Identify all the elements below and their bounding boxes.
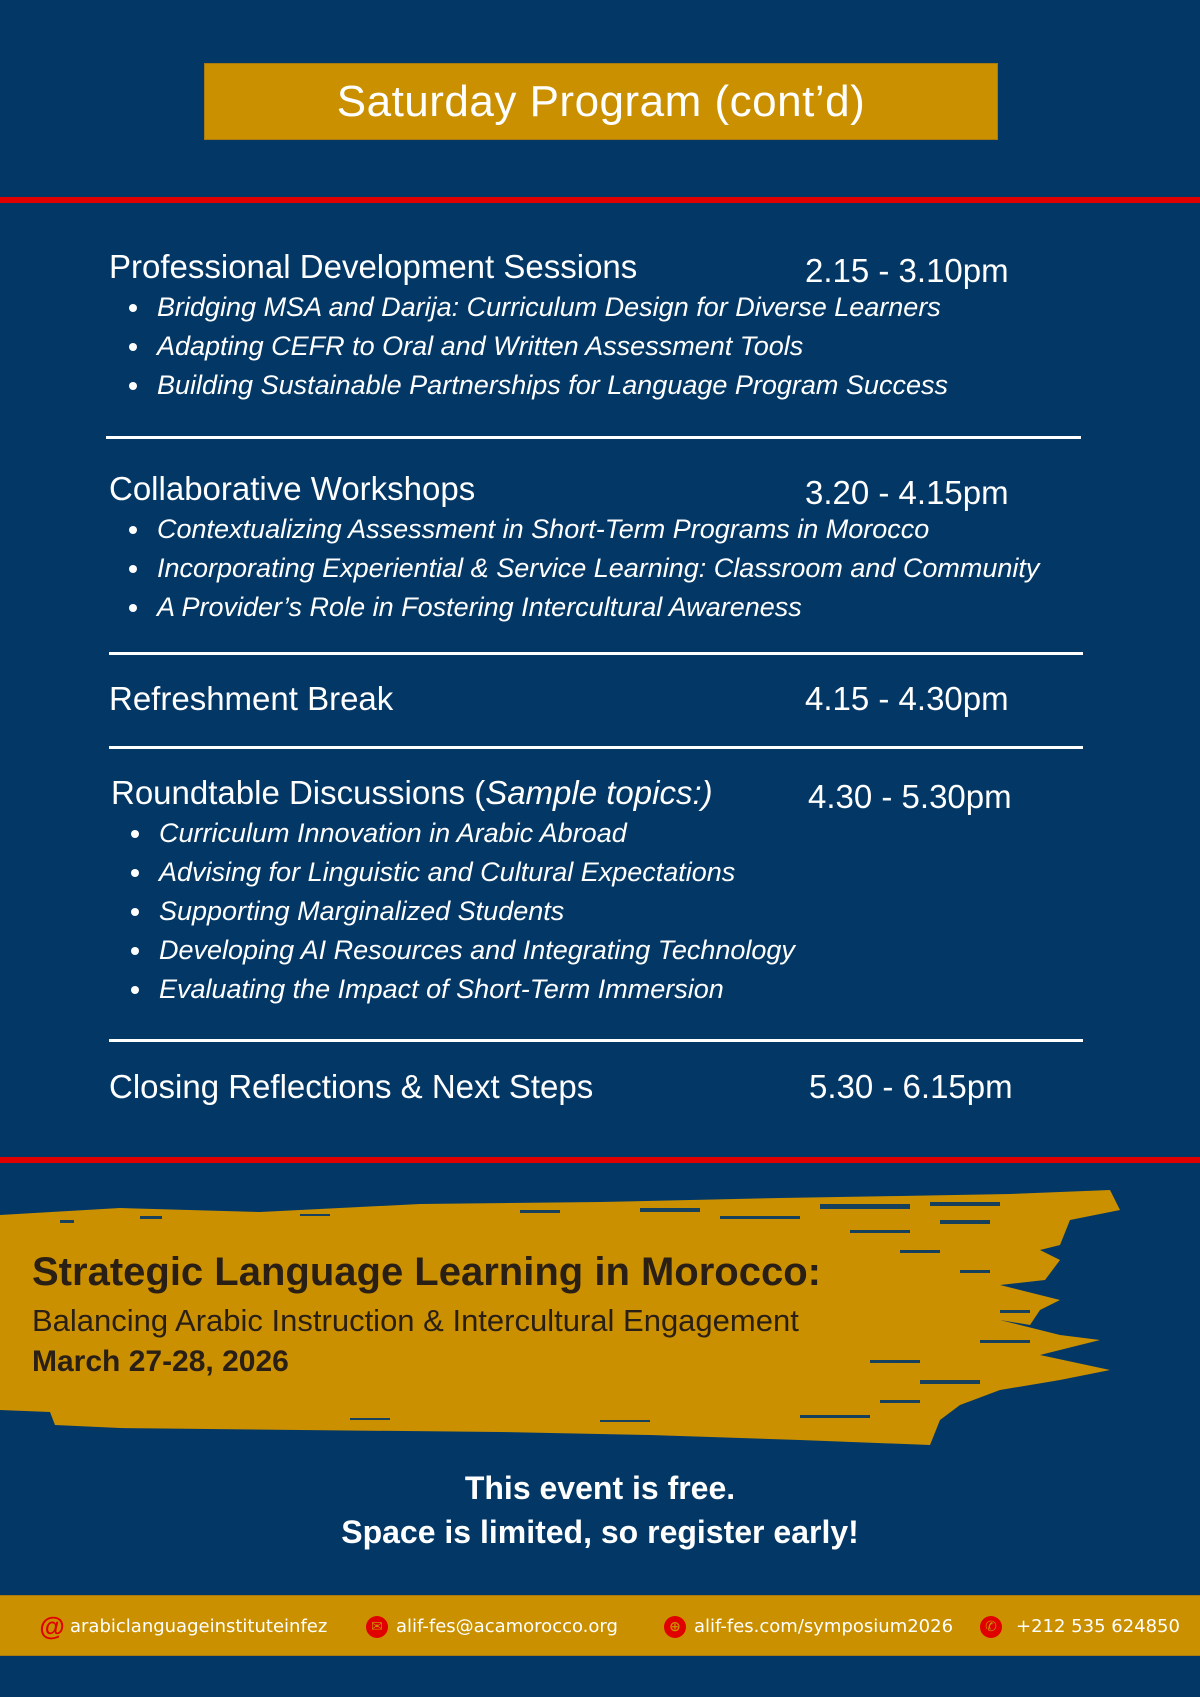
session-time: 4.30 - 5.30pm (808, 778, 1012, 815)
event-date: March 27-28, 2026 (32, 1345, 289, 1378)
section-divider (109, 1039, 1083, 1042)
title-banner (204, 63, 998, 140)
red-divider-bottom (0, 1157, 1200, 1163)
session-name: Closing Reflections & Next Steps (109, 1068, 594, 1105)
session-time: 3.20 - 4.15pm (805, 474, 1009, 511)
session-name: Refreshment Break (109, 680, 394, 717)
topic-item: Incorporating Experiential & Service Learning: Classroom and Community (109, 549, 1109, 588)
email-icon: ✉ (366, 1616, 388, 1638)
session-time: 2.15 - 3.10pm (805, 252, 1009, 289)
topic-item: Developing AI Resources and Integrating Technology (111, 931, 1111, 970)
session-name-main: Roundtable Discussions ( (111, 774, 486, 811)
cta-register: Space is limited, so register early! (341, 1514, 859, 1550)
topic-item: Adapting CEFR to Oral and Written Assessment Tools (109, 327, 1109, 366)
red-divider-top (0, 197, 1200, 203)
session-topics (109, 288, 1109, 405)
topic-item: Curriculum Innovation in Arabic Abroad (111, 814, 1111, 853)
call-to-action (0, 1466, 1200, 1554)
session-topics (109, 510, 1109, 627)
session-roundtable-discussions (111, 774, 1111, 1009)
social-handle[interactable]: arabiclanguageinstituteinfez (70, 1616, 328, 1637)
session-name: Collaborative Workshops (109, 470, 476, 507)
session-name: Professional Development Sessions (109, 248, 638, 285)
session-time: 5.30 - 6.15pm (809, 1068, 1013, 1105)
event-info (32, 1250, 821, 1379)
topic-item: Supporting Marginalized Students (111, 892, 1111, 931)
section-divider (109, 652, 1083, 655)
event-title: Strategic Language Learning in Morocco: (32, 1250, 821, 1294)
session-closing-reflections (109, 1068, 1109, 1108)
phone-number[interactable]: +212 535 624850 (1016, 1616, 1180, 1637)
contact-social[interactable] (39, 1596, 328, 1657)
email-link[interactable]: alif-fes@acamorocco.org (396, 1616, 618, 1637)
topic-item: Bridging MSA and Darija: Curriculum Design for Diverse Learners (109, 288, 1109, 327)
session-refreshment-break (109, 680, 1109, 720)
session-professional-development (109, 248, 1109, 405)
session-name-italic: Sample topics:) (485, 774, 713, 811)
page-title: Saturday Program (cont’d) (336, 76, 866, 126)
session-name (111, 774, 713, 812)
topic-item: A Provider’s Role in Fostering Intercultural Awareness (109, 588, 1109, 627)
contact-phone[interactable] (980, 1596, 1180, 1657)
topic-item: Contextualizing Assessment in Short-Term Programs in Morocco (109, 510, 1109, 549)
topic-item: Advising for Linguistic and Cultural Expectations (111, 853, 1111, 892)
contact-website[interactable] (664, 1596, 953, 1657)
phone-icon: ✆ (980, 1616, 1002, 1638)
at-icon: @ (39, 1611, 65, 1641)
topic-item: Building Sustainable Partnerships for Language Program Success (109, 366, 1109, 405)
cta-free: This event is free. (464, 1470, 736, 1506)
contact-footer (0, 1595, 1200, 1656)
topic-item: Evaluating the Impact of Short-Term Immersion (111, 970, 1111, 1009)
section-divider (109, 746, 1083, 749)
session-collaborative-workshops (109, 470, 1109, 627)
website-link[interactable]: alif-fes.com/symposium2026 (694, 1616, 954, 1637)
session-time: 4.15 - 4.30pm (805, 680, 1009, 717)
globe-icon: ⊕ (664, 1616, 686, 1638)
session-topics (111, 814, 1111, 1009)
section-divider (106, 436, 1081, 439)
contact-email[interactable] (366, 1596, 618, 1657)
event-subtitle: Balancing Arabic Instruction & Intercultural Engagement (32, 1303, 799, 1338)
